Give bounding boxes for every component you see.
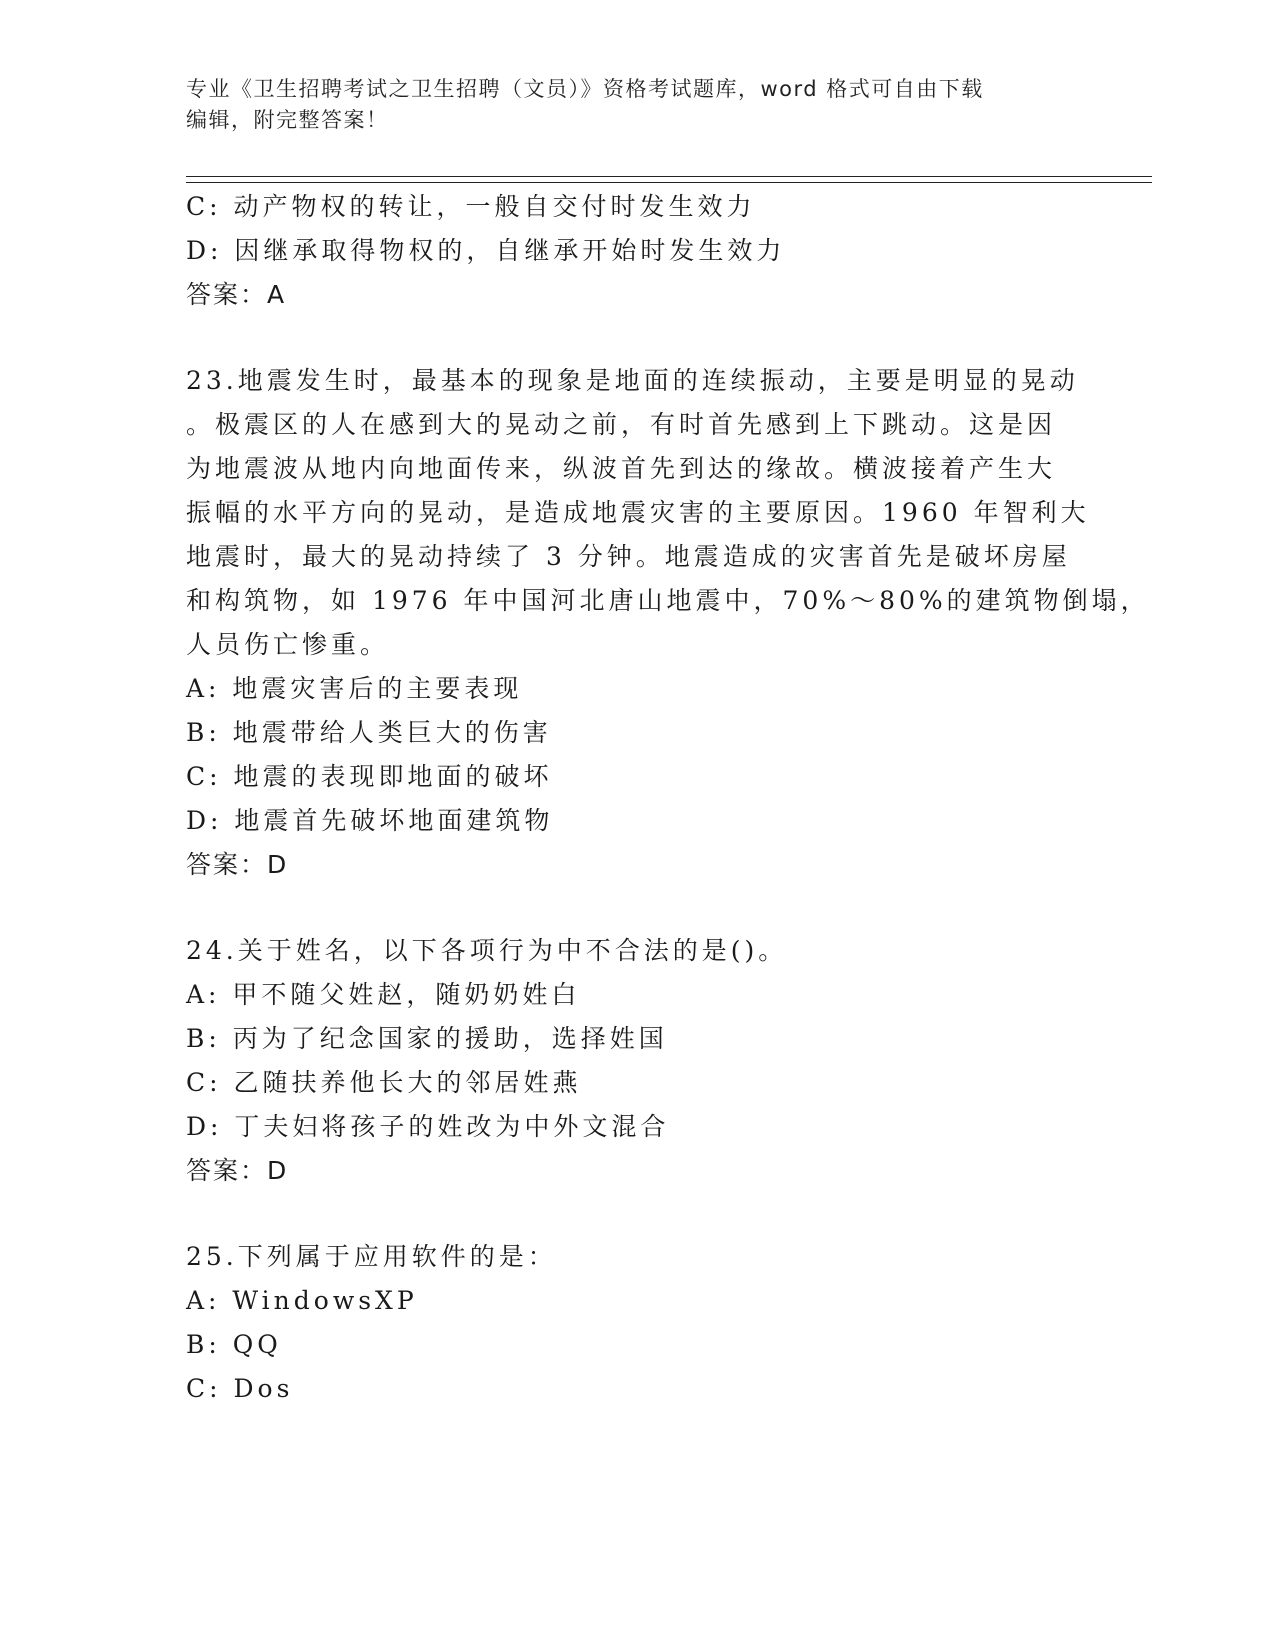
- q23-stem-line-7: 人员伤亡惨重。: [186, 630, 390, 659]
- q23-stem-line-2: 。极震区的人在感到大的晃动之前，有时首先感到上下跳动。这是因: [186, 410, 1057, 439]
- q24-option-d: D: 丁夫妇将孩子的姓改为中外文混合: [186, 1112, 670, 1141]
- q23-option-a: A: 地震灾害后的主要表现: [186, 674, 523, 703]
- q23-option-c: C: 地震的表现即地面的破坏: [186, 762, 553, 791]
- q22-answer: 答案：A: [186, 280, 287, 309]
- q23-stem-line-3: 为地震波从地内向地面传来，纵波首先到达的缘故。横波接着产生大: [186, 454, 1057, 483]
- q25-option-c: C: Dos: [186, 1374, 294, 1403]
- q22-option-d: D: 因继承取得物权的，自继承开始时发生效力: [186, 236, 786, 265]
- q23-stem-line-4: 振幅的水平方向的晃动，是造成地震灾害的主要原因。1960 年智利大: [186, 498, 1090, 527]
- header-divider-bottom: [186, 182, 1152, 183]
- header-line-2: 编辑，附完整答案！: [186, 108, 389, 132]
- q25-option-a: A: WindowsXP: [186, 1286, 418, 1315]
- q24-stem: 24.关于姓名，以下各项行为中不合法的是()。: [186, 936, 788, 965]
- q23-option-b: B: 地震带给人类巨大的伤害: [186, 718, 552, 747]
- q23-option-d: D: 地震首先破坏地面建筑物: [186, 806, 554, 835]
- q23-answer: 答案：D: [186, 850, 289, 879]
- q23-stem-line-1: 23.地震发生时，最基本的现象是地面的连续振动，主要是明显的晃动: [186, 366, 1079, 395]
- q24-option-a: A: 甲不随父姓赵，随奶奶姓白: [186, 980, 581, 1009]
- q22-option-c: C: 动产物权的转让，一般自交付时发生效力: [186, 192, 756, 221]
- document-header: [186, 74, 1086, 136]
- q23-stem-line-6: 和构筑物，如 1976 年中国河北唐山地震中，70%～80%的建筑物倒塌，: [186, 586, 1150, 615]
- q23-stem-line-5: 地震时，最大的晃动持续了 3 分钟。地震造成的灾害首先是破坏房屋: [186, 542, 1071, 571]
- q24-option-c: C: 乙随扶养他长大的邻居姓燕: [186, 1068, 582, 1097]
- header-divider-top: [186, 176, 1152, 177]
- q24-answer: 答案：D: [186, 1156, 289, 1185]
- q25-stem: 25.下列属于应用软件的是：: [186, 1242, 557, 1271]
- q25-option-b: B: QQ: [186, 1330, 282, 1359]
- header-line-1: 专业《卫生招聘考试之卫生招聘（文员）》资格考试题库，word 格式可自由下载: [186, 77, 984, 101]
- q24-option-b: B: 丙为了纪念国家的援助，选择姓国: [186, 1024, 668, 1053]
